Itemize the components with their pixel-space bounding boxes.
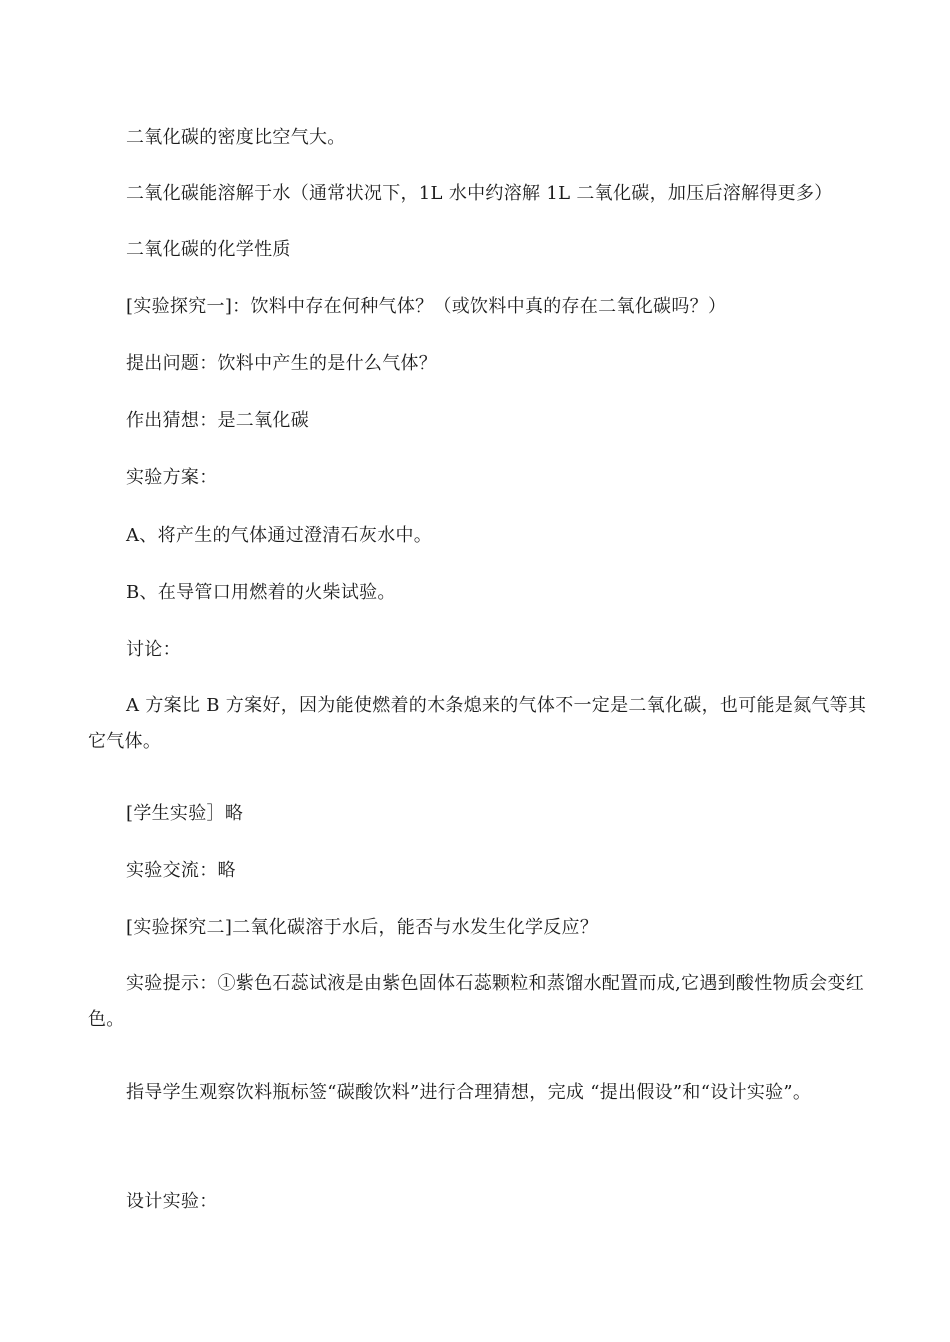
paragraph-experiment-one: [实验探究一]：饮料中存在何种气体？（或饮料中真的存在二氧化碳吗？） [126, 296, 727, 317]
paragraph-guide-students: 指导学生观察饮料瓶标签“碳酸饮料”进行合理猜想，完成 “提出假设”和“设计实验”。 [126, 1082, 812, 1103]
paragraph-plan-b: B、在导管口用燃着的火柴试验。 [126, 582, 396, 603]
paragraph-experiment-two: [实验探究二]二氧化碳溶于水后，能否与水发生化学反应？ [126, 917, 599, 938]
paragraph-chemical-properties-heading: 二氧化碳的化学性质 [126, 239, 291, 260]
paragraph-experiment-exchange: 实验交流：略 [126, 860, 236, 881]
paragraph-co2-solubility: 二氧化碳能溶解于水（通常状况下，1L 水中约溶解 1L 二氧化碳，加压后溶解得更多） [126, 183, 833, 204]
paragraph-hypothesis: 作出猜想：是二氧化碳 [126, 410, 309, 431]
paragraph-discussion: 讨论： [126, 639, 181, 660]
paragraph-plan-comparison: A 方案比 B 方案好，因为能使燃着的木条熄来的气体不一定是二氧化碳，也可能是氮气等其它气体。 [88, 695, 867, 752]
paragraph-plan-a: A、将产生的气体通过澄清石灰水中。 [126, 525, 433, 546]
paragraph-co2-density: 二氧化碳的密度比空气大。 [126, 127, 346, 148]
paragraph-experiment-hint: 实验提示：①紫色石蕊试液是由紫色固体石蕊颗粒和蒸馏水配置而成,它遇到酸性物质会变红色。 [88, 973, 865, 1030]
paragraph-design-experiment: 设计实验： [126, 1191, 218, 1212]
paragraph-student-experiment: [学生实验］略 [126, 803, 244, 824]
paragraph-raise-question: 提出问题：饮料中产生的是什么气体？ [126, 353, 438, 374]
paragraph-experiment-plan: 实验方案： [126, 467, 218, 488]
